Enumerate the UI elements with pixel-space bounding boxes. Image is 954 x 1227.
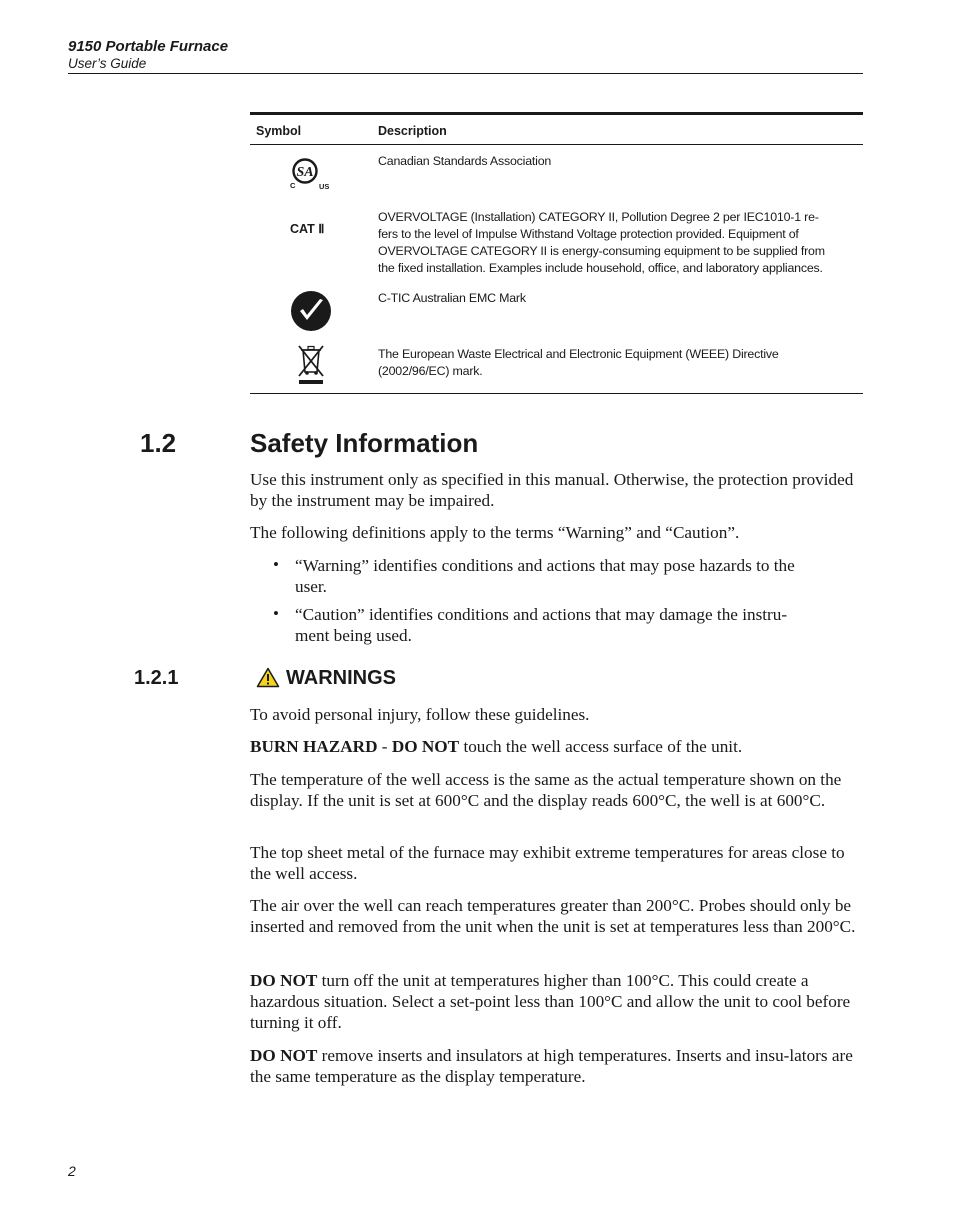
section-title: Safety Information (250, 428, 479, 458)
paragraph-well-temperature: The temperature of the well access is the same as the actual temperature shown on the display. If the unit is set at 600°C and the display reads 600°C, the well is at 600°C. (250, 770, 842, 810)
svg-text:SA: SA (296, 165, 314, 180)
header-rule (68, 73, 863, 74)
cat-ii-icon: CAT Ⅱ (290, 222, 325, 236)
table-row-csa-description: Canadian Standards Association (378, 154, 552, 168)
description-line: OVERVOLTAGE CATEGORY II is energy-consuming equipment to be supplied from (378, 244, 825, 258)
turn-off-do-not: DO NOT (250, 971, 318, 990)
bullet-marker: • (273, 604, 279, 623)
turn-off-text: turn off the unit at temperatures higher than 100°C. This could create a hazardous situation. Select a set-point less than 100°C and allow the unit to cool before turning it off. (250, 971, 851, 1032)
running-header-title: 9150 Portable Furnace (68, 38, 229, 55)
description-line: fers to the level of Impulse Withstand Voltage protection provided. Equipment of (378, 227, 799, 241)
table-bottom-rule (250, 393, 863, 394)
paragraph-turn-off (250, 970, 862, 1033)
list-item-line: “Warning” identifies conditions and actions that may pose hazards to the (295, 556, 795, 575)
paragraph-sheet-metal: The top sheet metal of the furnace may exhibit extreme temperatures for areas close to the well access. (250, 843, 845, 883)
paragraph-air-temperature: The air over the well can reach temperatures greater than 200°C. Probes should only be inserted and removed from the unit when the unit is set at temperatures less than 200°C. (250, 896, 856, 936)
table-row-weee-description (378, 346, 863, 380)
paragraph-guidelines: To avoid personal injury, follow these guidelines. (250, 705, 590, 724)
csa-icon (287, 154, 335, 192)
inserts-do-not: DO NOT (250, 1046, 318, 1065)
subsection-number: 1.2.1 (134, 667, 179, 689)
burn-hazard-text: touch the well access surface of the unit. (459, 737, 743, 756)
list-item-line: user. (295, 577, 327, 596)
paragraph-burn-hazard (250, 736, 862, 757)
description-line: the fixed installation. Examples include household, office, and laboratory appliances. (378, 261, 823, 275)
description-line: (2002/96/EC) mark. (378, 364, 483, 378)
burn-hazard-label: BURN HAZARD (250, 737, 378, 756)
bullet-marker: • (273, 555, 279, 574)
running-header-subtitle: User’s Guide (68, 56, 147, 71)
paragraph-definitions: The following definitions apply to the terms “Warning” and “Caution”. (250, 523, 740, 542)
column-header-symbol: Symbol (256, 124, 302, 138)
csa-c-label: C (290, 181, 296, 190)
subsection-title: WARNINGS (286, 667, 396, 689)
burn-do-not: DO NOT (391, 737, 460, 756)
burn-hazard-separator: - (377, 737, 392, 756)
table-top-rule (250, 112, 863, 115)
paragraph-inserts (250, 1045, 862, 1087)
c-tick-icon (290, 290, 332, 332)
description-line: OVERVOLTAGE (Installation) CATEGORY II, Pollution Degree 2 per IEC1010-1 re- (378, 210, 819, 224)
list-item-warning-definition (295, 555, 862, 597)
column-header-description: Description (378, 124, 447, 138)
table-row-cat-ii-description (378, 209, 863, 277)
paragraph-intended-use: Use this instrument only as specified in this manual. Otherwise, the protection provided by the instrument may be impaired. (250, 470, 854, 510)
description-line: The European Waste Electrical and Electronic Equipment (WEEE) Directive (378, 347, 779, 361)
section-number: 1.2 (140, 428, 177, 458)
list-item-line: ment being used. (295, 626, 412, 645)
table-header-rule (250, 144, 863, 145)
list-item-caution-definition (295, 604, 862, 646)
csa-us-label: US (319, 182, 330, 191)
inserts-text: remove inserts and insulators at high temperatures. Inserts and insu-lators are the same temperature as the display temperature. (250, 1046, 853, 1086)
list-item-line: “Caution” identifies conditions and actions that may damage the instru- (295, 605, 788, 624)
weee-crossed-bin-icon (296, 344, 326, 386)
table-row-c-tick-description: C-TIC Australian EMC Mark (378, 291, 526, 305)
warning-triangle-icon (256, 667, 280, 688)
page-number: 2 (68, 1163, 76, 1179)
